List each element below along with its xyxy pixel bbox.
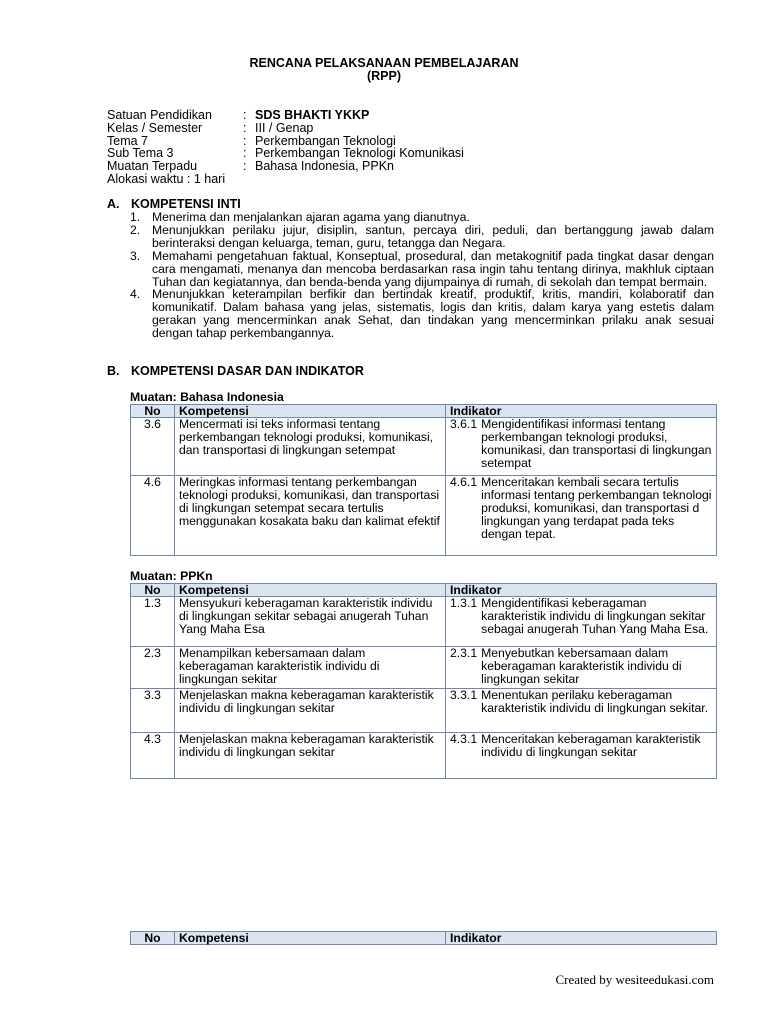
- cell-no: 4.6: [131, 476, 175, 556]
- info-key: Kelas / Semester: [107, 120, 203, 135]
- table-header-row: [131, 405, 717, 418]
- cell-no: 4.3: [131, 732, 175, 778]
- indikator-code: 1.3.1: [450, 596, 478, 610]
- info-value: Perkembangan Teknologi: [255, 133, 396, 148]
- table-row: [131, 647, 717, 689]
- list-number: 1.: [130, 210, 141, 224]
- info-row: [107, 173, 464, 186]
- cell-kompetensi: Meringkas informasi tentang perkembangan teknologi produksi, komunikasi, dan transportasi di lingkungan setempat secara tertulis menggunakan kosakata baku dan kalimat efektif: [175, 476, 446, 556]
- footer-credit: Created by wesiteedukasi.com: [555, 972, 714, 987]
- info-key: Satuan Pendidikan: [107, 108, 212, 122]
- info-value: III / Genap: [255, 120, 314, 135]
- table-header-row: [131, 584, 717, 597]
- header-kompetensi: Kompetensi: [175, 932, 446, 945]
- header-kompetensi: Kompetensi: [175, 584, 446, 597]
- muatan-bahasa-indonesia-label: Muatan: Bahasa Indonesia: [130, 390, 284, 404]
- info-value: Perkembangan Teknologi Komunikasi: [255, 146, 464, 161]
- info-key: Sub Tema 3: [107, 146, 174, 161]
- info-value: SDS BHAKTI YKKP: [255, 108, 370, 122]
- list-item: [130, 288, 714, 340]
- cell-kompetensi: Mensyukuri keberagaman karakteristik individu di lingkungan sekitar sebagai anugerah Tuhan Yang Maha Esa: [175, 597, 446, 647]
- indikator-code: 2.3.1: [450, 646, 478, 660]
- info-colon: :: [243, 108, 247, 122]
- table-empty: [130, 931, 717, 945]
- cell-kompetensi: Mencermati isi teks informasi tentang perkembangan teknologi produksi, komunikasi, dan transportasi di lingkungan setempat: [175, 418, 446, 476]
- kompetensi-inti-list: [130, 211, 714, 340]
- info-colon: :: [243, 133, 247, 148]
- section-title: KOMPETENSI INTI: [131, 197, 241, 211]
- cell-kompetensi: Menampilkan kebersamaan dalam keberagaman karakteristik individu di lingkungan sekitar: [175, 647, 446, 689]
- cell-kompetensi: Menjelaskan makna keberagaman karakteristik individu di lingkungan sekitar: [175, 688, 446, 732]
- list-text: Menerima dan menjalankan ajaran agama yang dianutnya.: [152, 210, 470, 224]
- header-indikator: Indikator: [446, 405, 717, 418]
- header-indikator: Indikator: [446, 584, 717, 597]
- section-title: KOMPETENSI DASAR DAN INDIKATOR: [131, 364, 364, 378]
- cell-no: 3.3: [131, 688, 175, 732]
- section-letter: B.: [107, 364, 120, 378]
- indikator-code: 4.6.1: [450, 475, 478, 489]
- list-text: Memahami pengetahuan faktual, Konseptual, prosedural, dan metakognitif pada tingkat dasar dengan cara mengamati, menanya dan mencoba berdasarkan rasa ingin tahu tentang dirinya, makhluk ciptaan Tuhan dan kegiatannya, dan benda-benda yang dijumpainya di rumah, di sekolah dan tempat bermain.: [152, 248, 714, 289]
- info-row: [107, 122, 464, 135]
- info-key: Tema 7: [107, 133, 148, 148]
- section-heading-b: [107, 365, 364, 378]
- cell-indikator: [446, 418, 717, 476]
- indikator-code: 4.3.1: [450, 731, 478, 746]
- info-row: [107, 109, 464, 122]
- table-row: [131, 476, 717, 556]
- list-number: 3.: [130, 248, 141, 263]
- info-colon: :: [243, 146, 247, 161]
- cell-indikator: [446, 647, 717, 689]
- info-colon: :: [243, 120, 247, 135]
- cell-no: 2.3: [131, 647, 175, 689]
- document-subtitle: (RPP): [366, 69, 402, 83]
- list-item: [130, 211, 714, 224]
- cell-no: 3.6: [131, 418, 175, 476]
- indikator-text: Menyebutkan kebersamaan dalam keberagaman karakteristik individu di lingkungan sekitar: [481, 646, 682, 686]
- info-colon: :: [243, 159, 247, 174]
- cell-indikator: [446, 597, 717, 647]
- muatan-ppkn-label: Muatan: PPKn: [130, 569, 213, 583]
- list-number: 2.: [130, 222, 141, 237]
- table-header-row: [131, 932, 717, 945]
- cell-indikator: [446, 732, 717, 778]
- cell-kompetensi: Menjelaskan makna keberagaman karakteristik individu di lingkungan sekitar: [175, 732, 446, 778]
- indikator-text: Menceritakan kembali secara tertulis informasi tentang perkembangan teknologi produksi, komunikasi, dan transportasi d lingkungan yang terdapat pada teks dengan tepat.: [481, 475, 712, 541]
- document-title: RENCANA PELAKSANAAN PEMBELAJARAN: [249, 56, 519, 70]
- indikator-code: 3.3.1: [450, 687, 478, 702]
- section-letter: A.: [107, 197, 120, 211]
- info-value: Bahasa Indonesia, PPKn: [255, 159, 394, 174]
- cell-no: 1.3: [131, 597, 175, 647]
- header-no: No: [131, 405, 175, 418]
- header-no: No: [131, 932, 175, 945]
- info-key: Alokasi waktu : 1 hari: [107, 171, 226, 186]
- indikator-code: 3.6.1: [450, 417, 478, 431]
- list-text: Menunjukkan perilaku jujur, disiplin, santun, percaya diri, peduli, dan bertanggung jawab dalam berinteraksi dengan keluarga, teman, guru, tetangga dan Negara.: [152, 222, 714, 250]
- list-item: [130, 250, 714, 289]
- header-indikator: Indikator: [446, 932, 717, 945]
- list-number: 4.: [130, 287, 141, 302]
- cell-indikator: [446, 688, 717, 732]
- table-row: [131, 688, 717, 732]
- list-item: [130, 224, 714, 250]
- indikator-text: Menentukan perilaku keberagaman karakteristik individu di lingkungan sekitar.: [481, 687, 709, 715]
- list-text: Menunjukkan keterampilan berfikir dan bertindak kreatif, produktif, kritis, mandiri, kolaboratif dan komunikatif. Dalam bahasa yang jelas, sistematis, logis dan kritis, dalam karya yang estetis dalam gerakan yang mencerminkan anak Sehat, dan tindakan yang mencerminkan prilaku anak sesuai dengan tahap perkembangannya.: [152, 287, 714, 341]
- table-row: [131, 597, 717, 647]
- indikator-text: Mengidentifikasi keberagaman karakteristik individu di lingkungan sekitar sebagai anugerah Tuhan Yang Maha Esa.: [481, 596, 709, 636]
- indikator-text: Mengidentifikasi informasi tentang perkembangan teknologi produksi, komunikasi, dan transportasi di lingkungan setempat: [481, 417, 712, 470]
- table-row: [131, 732, 717, 778]
- table-bahasa-indonesia: [130, 404, 717, 556]
- indikator-text: Menceritakan keberagaman karakteristik individu di lingkungan sekitar: [481, 731, 701, 759]
- header-kompetensi: Kompetensi: [175, 405, 446, 418]
- table-row: [131, 418, 717, 476]
- table-ppkn: [130, 583, 717, 779]
- cell-indikator: [446, 476, 717, 556]
- header-no: No: [131, 584, 175, 597]
- info-key: Muatan Terpadu: [107, 159, 198, 174]
- identity-block: [107, 109, 464, 186]
